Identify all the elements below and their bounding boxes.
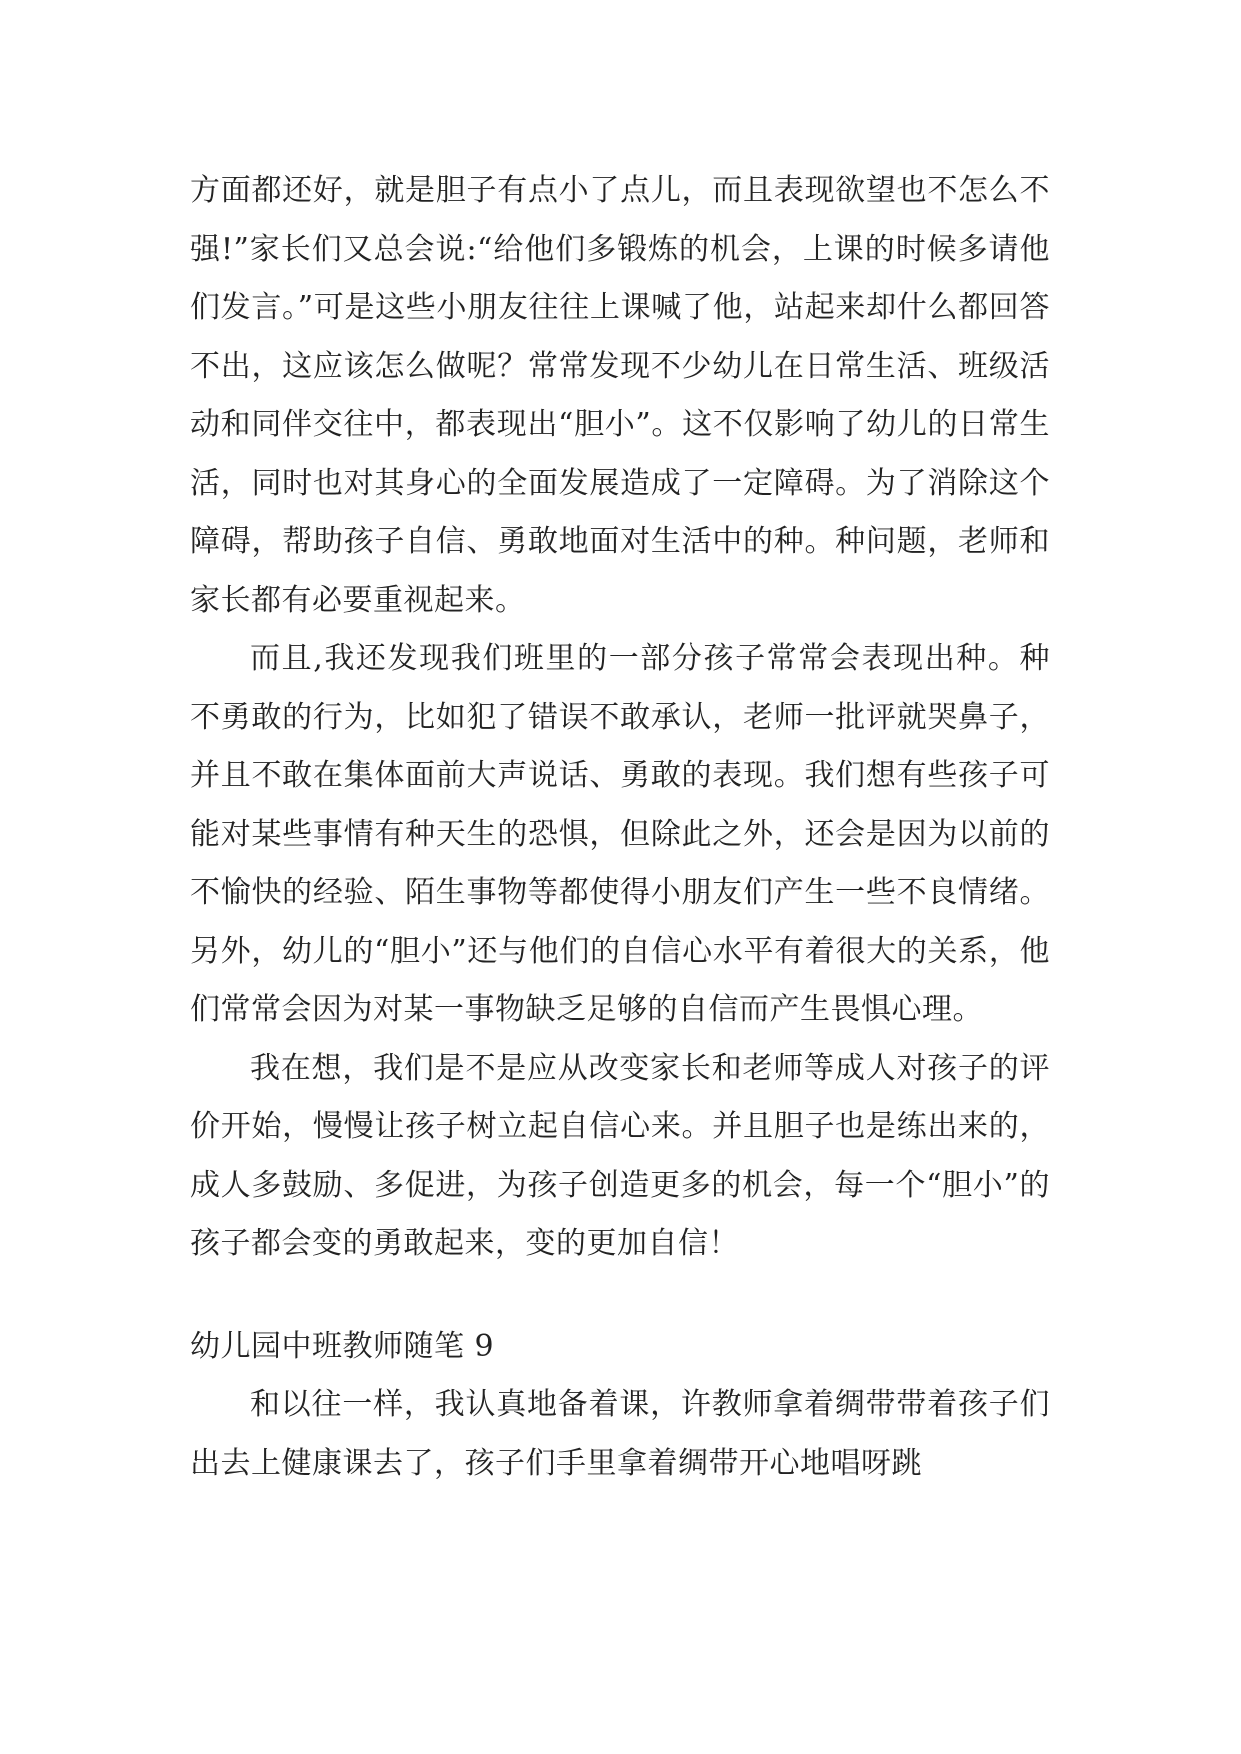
paragraph-behavior: 而且,我还发现我们班里的一部分孩子常常会表现出种。种不勇敢的行为，比如犯了错误不敢承认，老师一批评就哭鼻子，并且不敢在集体面前大声说话、勇敢的表现。我们想有些孩子可能对某些事情有种天生的恐惧，但除此之外，还会是因为以前的不愉快的经验、陌生事物等都使得小朋友们产生一些不良情绪。另外，幼儿的“胆小”还与他们的自信心水平有着很大的关系，他们常常会因为对某一事物缺乏足够的自信而产生畏惧心理。 [190, 641, 1050, 1027]
document-page [190, 162, 1050, 1493]
paragraph-reflection: 我在想，我们是不是应从改变家长和老师等成人对孩子的评价开始，慢慢让孩子树立起自信心来。并且胆子也是练出来的，成人多鼓励、多促进，为孩子创造更多的机会，每一个“胆小”的孩子都会变的勇敢起来，变的更加自信！ [190, 1050, 1050, 1261]
section-title: 幼儿园中班教师随笔 9 [190, 1328, 495, 1364]
paragraph-continued: 方面都还好，就是胆子有点小了点儿，而且表现欲望也不怎么不强!”家长们又总会说:“给他们多锻炼的机会，上课的时候多请他们发言。”可是这些小朋友往往上课喊了他，站起来却什么都回答不出，这应该怎么做呢？常常发现不少幼儿在日常生活、班级活动和同伴交往中，都表现出“胆小”。这不仅影响了幼儿的日常生活，同时也对其身心的全面发展造成了一定障碍。为了消除这个障碍，帮助孩子自信、勇敢地面对生活中的种。种问题，老师和家长都有必要重视起来。 [190, 173, 1050, 618]
section-paragraph: 和以往一样，我认真地备着课，许教师拿着绸带带着孩子们出去上健康课去了，孩子们手里拿着绸带开心地唱呀跳 [190, 1387, 1050, 1481]
